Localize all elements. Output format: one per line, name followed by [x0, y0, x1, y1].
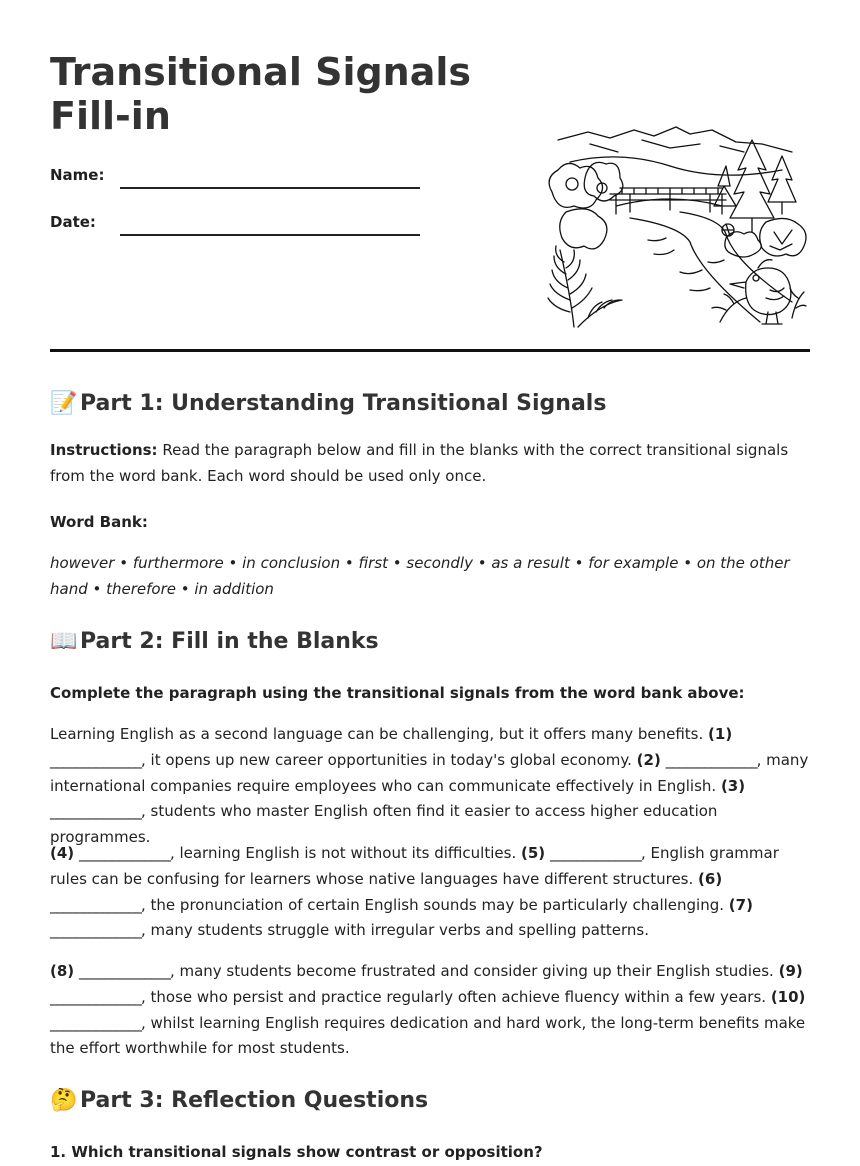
name-label: Name:: [50, 166, 105, 184]
blank-3[interactable]: ______________: [50, 802, 141, 821]
p2-text: , many students struggle with irregular verbs and spelling patterns.: [141, 921, 649, 940]
p2-text: , English grammar rules can be confusing for learners whose native languages have different structures.: [50, 844, 779, 888]
blank-7[interactable]: ______________: [50, 921, 141, 940]
part1-heading: [50, 390, 606, 418]
instructions: [50, 438, 812, 490]
p3-text: , those who persist and practice regularly often achieve fluency within a few years.: [141, 987, 767, 1006]
reflection-question-1: 1. Which transitional signals show contrast or opposition?: [50, 1143, 543, 1161]
blank-number: (8): [50, 962, 75, 980]
blank-9[interactable]: ______________: [50, 987, 141, 1006]
date-label: Date:: [50, 213, 96, 231]
word-bank: however • furthermore • in conclusion • first • secondly • as a result • for example • on the other hand • therefore • in addition: [50, 554, 790, 598]
p3-text: , many students become frustrated and consider giving up their English studies.: [169, 962, 774, 980]
blank-5[interactable]: ______________: [549, 844, 641, 862]
blank-8[interactable]: ______________: [78, 962, 170, 980]
part3-heading: [50, 1087, 428, 1115]
p1-text: , many international companies require employees who can communicate effectively in English.: [50, 750, 809, 795]
blank-4[interactable]: ______________: [78, 844, 170, 862]
p2-text: , the pronunciation of certain English sounds may be particularly challenging.: [141, 895, 725, 914]
page-title: Transitional Signals Fill-in: [50, 50, 472, 138]
open-book-icon: 📖: [50, 629, 78, 654]
paragraph-2: [50, 841, 812, 944]
blank-number: (1): [708, 725, 733, 743]
p3-text: , whilst learning English requires dedication and hard work, the long-term benefits make the effort worthwhile for most students.: [50, 1013, 806, 1058]
blank-2[interactable]: ______________: [665, 750, 757, 769]
blank-number: (10): [770, 987, 806, 1006]
p1-text: , students who master English often find it easier to access higher education programmes.: [50, 802, 718, 847]
header-divider: [50, 349, 810, 352]
blank-10[interactable]: ______________: [50, 1013, 141, 1032]
instructions-text: Read the paragraph below and fill in the blanks with the correct transitional signals from the word bank. Each word should be used only once.: [50, 441, 789, 485]
blank-number: (3): [720, 776, 746, 795]
paragraph-1: [50, 722, 812, 851]
blank-number: (9): [778, 962, 803, 980]
blank-number: (5): [521, 844, 546, 862]
part2-heading-text: Part 2: Fill in the Blanks: [80, 629, 379, 654]
thinking-face-icon: 🤔: [50, 1088, 78, 1113]
part2-heading: [50, 628, 379, 656]
word-bank-label: Word Bank:: [50, 513, 148, 531]
fill-in-prompt: Complete the paragraph using the transitional signals from the word bank above:: [50, 684, 745, 702]
p2-text: , learning English is not without its difficulties.: [169, 844, 517, 862]
paragraph-3: [50, 959, 812, 1062]
part3-heading-text: Part 3: Reflection Questions: [80, 1088, 429, 1113]
blank-number: (4): [50, 844, 75, 862]
name-field[interactable]: [120, 187, 420, 189]
memo-icon: 📝: [50, 391, 78, 416]
blank-6[interactable]: ______________: [50, 895, 141, 914]
blank-number: (7): [728, 895, 753, 914]
landscape-illustration: [530, 122, 810, 332]
p1-text: Learning English as a second language can be challenging, but it offers many benefits.: [50, 725, 704, 743]
blank-number: (2): [636, 750, 661, 769]
blank-number: (6): [698, 869, 723, 888]
p1-text: , it opens up new career opportunities in today's global economy.: [141, 750, 632, 769]
blank-1[interactable]: ______________: [50, 750, 141, 769]
instructions-label: Instructions:: [50, 441, 158, 459]
part1-heading-text: Part 1: Understanding Transitional Signals: [80, 391, 607, 416]
date-field[interactable]: [120, 234, 420, 236]
